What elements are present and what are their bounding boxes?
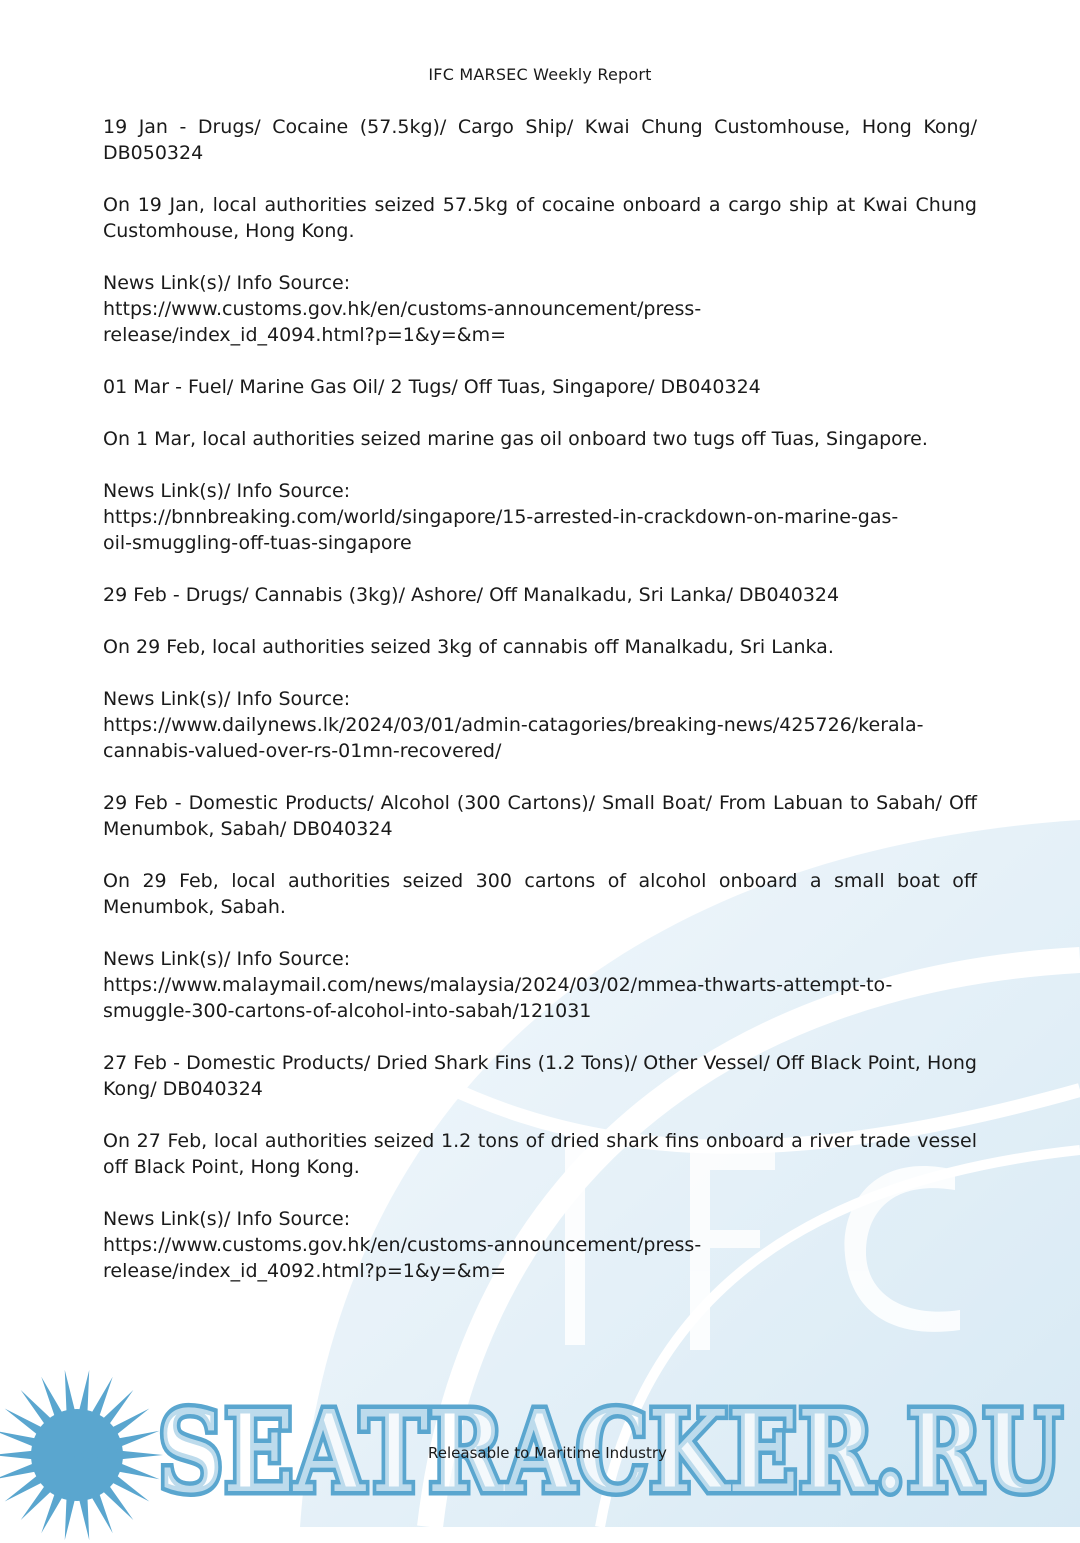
incident-summary: On 29 Feb, local authorities seized 3kg of cannabis off Manalkadu, Sri Lanka. [103,636,834,658]
sun-ray [65,1496,76,1540]
incident-summary: On 1 Mar, local authorities seized marine gas oil onboard two tugs off Tuas, Singapore. [103,428,928,450]
source-link[interactable] [103,712,977,764]
incident-heading: 29 Feb - Drugs/ Cannabis (3kg)/ Ashore/ Off Manalkadu, Sri Lanka/ DB040324 [103,584,840,606]
news-source [103,686,977,764]
news-source [103,478,977,556]
source-link-line[interactable]: oil-smuggling-off-tuas-singapore [103,532,412,554]
source-link-line[interactable]: smuggle-300-cartons-of-alcohol-into-sabah/121031 [103,1000,592,1022]
source-link[interactable] [103,504,977,556]
source-label: News Link(s)/ Info Source: [103,948,351,970]
source-link-line[interactable]: https://www.customs.gov.hk/en/customs-announcement/press- [103,298,702,320]
incident-entry [103,790,977,1024]
source-link-line[interactable]: https://www.malaymail.com/news/malaysia/2024/03/02/mmea-thwarts-attempt-to- [103,974,893,996]
incident-heading: 19 Jan - Drugs/ Cocaine (57.5kg)/ Cargo Ship/ Kwai Chung Customhouse, Hong Kong/ DB050324 [103,116,977,164]
report-title: IFC MARSEC Weekly Report [428,65,652,84]
source-label: News Link(s)/ Info Source: [103,272,351,294]
source-link-line[interactable]: https://bnnbreaking.com/world/singapore/15-arrested-in-crackdown-on-marine-gas- [103,506,899,528]
watermark-brand-label: SEATRACKER.RU [157,1395,1063,1500]
source-link-line[interactable]: release/index_id_4094.html?p=1&y=&m= [103,324,507,346]
sun-ray [78,1370,89,1414]
incident-entry [103,1050,977,1284]
source-link-line[interactable]: cannabis-valued-over-rs-01mn-recovered/ [103,740,502,762]
release-notice: Releasable to Maritime Industry [428,1444,667,1462]
source-label: News Link(s)/ Info Source: [103,1208,351,1230]
sun-ray [0,1451,35,1460]
watermark-brand-fill: SEATRACKER.RU [157,1395,1063,1500]
incident-entry [103,374,977,556]
page-number: Page 14 [63,1444,124,1462]
news-source [103,946,977,1024]
source-label: News Link(s)/ Info Source: [103,688,351,710]
sun-ray [78,1496,89,1540]
source-link-line[interactable]: https://www.customs.gov.hk/en/customs-announcement/press- [103,1234,702,1256]
incident-entry [103,582,977,764]
incident-list [103,114,977,1310]
incident-entry [103,114,977,348]
sun-ray [65,1370,76,1414]
news-source [103,270,977,348]
incident-heading: 27 Feb - Domestic Products/ Dried Shark Fins (1.2 Tons)/ Other Vessel/ Off Black Point, Hong Kong/ DB040324 [103,1052,977,1100]
incident-summary: On 27 Feb, local authorities seized 1.2 tons of dried shark fins onboard a river trade vessel off Black Point, Hong Kong. [103,1130,977,1178]
source-link[interactable] [103,296,977,348]
source-link-line[interactable]: https://www.dailynews.lk/2024/03/01/admin-catagories/breaking-news/425726/kerala- [103,714,924,736]
source-link[interactable] [103,972,977,1024]
incident-heading: 01 Mar - Fuel/ Marine Gas Oil/ 2 Tugs/ Off Tuas, Singapore/ DB040324 [103,376,761,398]
incident-heading: 29 Feb - Domestic Products/ Alcohol (300 Cartons)/ Small Boat/ From Labuan to Sabah/ Off Menumbok, Sabah/ DB040324 [103,792,977,840]
incident-summary: On 19 Jan, local authorities seized 57.5kg of cocaine onboard a cargo ship at Kwai Chung Customhouse, Hong Kong. [103,194,977,242]
source-label: News Link(s)/ Info Source: [103,480,351,502]
news-source [103,1206,977,1284]
source-link[interactable] [103,1232,977,1284]
incident-summary: On 29 Feb, local authorities seized 300 cartons of alcohol onboard a small boat off Menumbok, Sabah. [103,870,977,918]
source-link-line[interactable]: release/index_id_4092.html?p=1&y=&m= [103,1260,507,1282]
